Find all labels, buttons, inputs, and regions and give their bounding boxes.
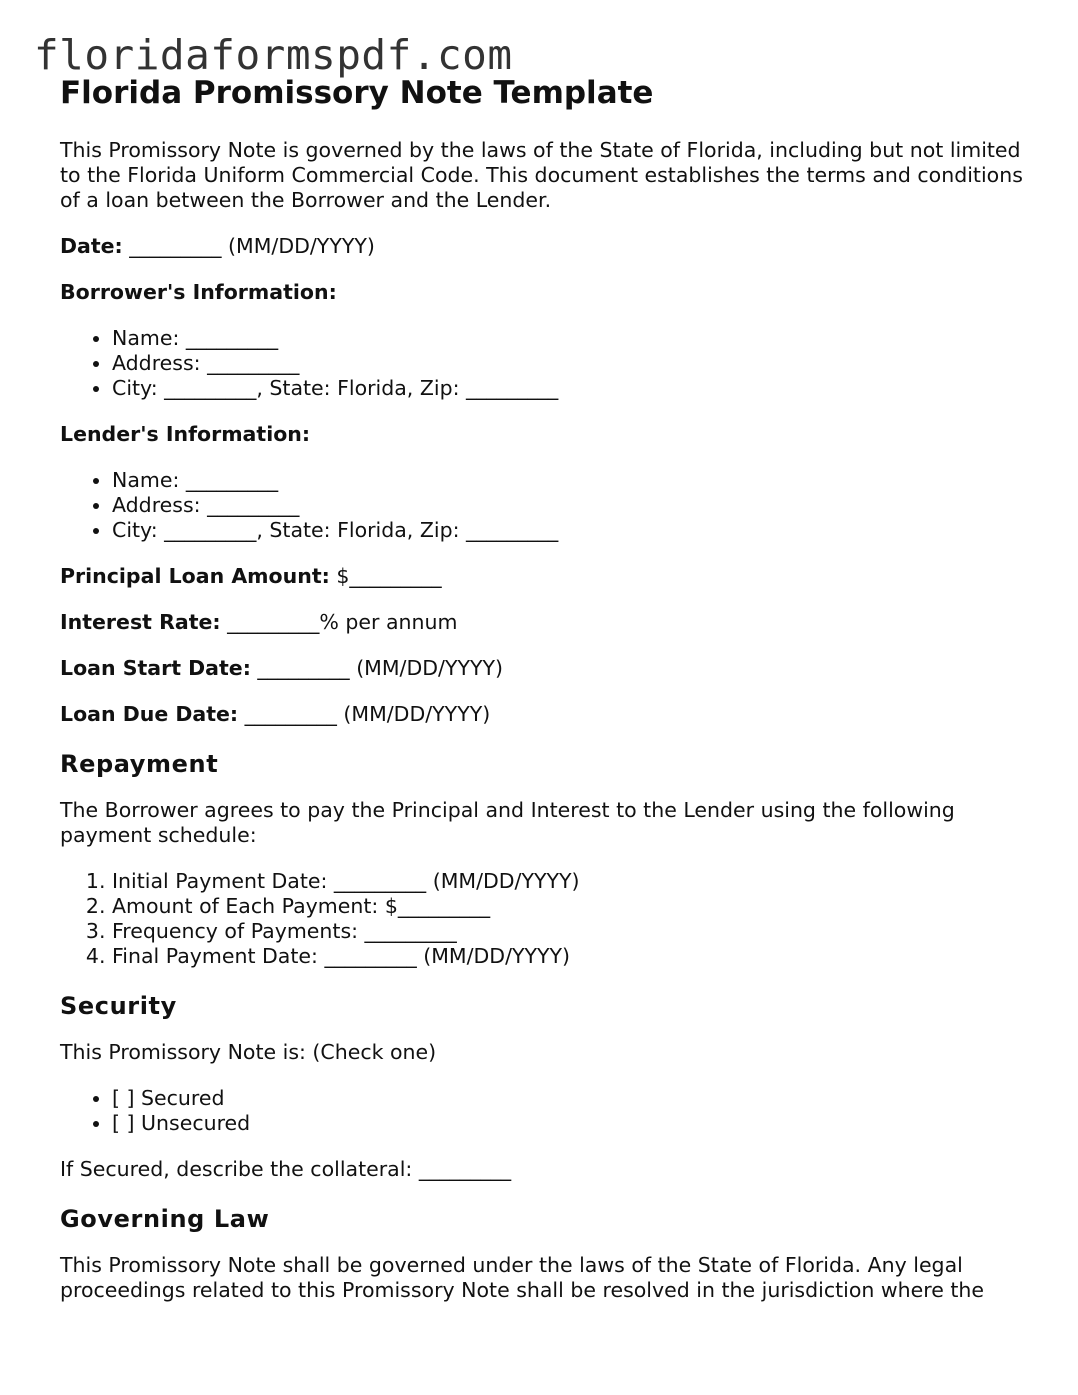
unsecured-option: • [ ] Unsecured (112, 1111, 1030, 1136)
repayment-text: The Borrower agrees to pay the Principal and Interest to the Lender using the following payment schedule: (60, 798, 955, 847)
lender-name: • Name: _________ (112, 468, 1030, 493)
security-options (60, 1086, 1030, 1136)
start-date-field (60, 656, 1030, 681)
governing-law-text: This Promissory Note shall be governed under the laws of the State of Florida. Any legal proceedings related to this Promissory Note shall be resolved in the jurisdiction where the (60, 1253, 985, 1302)
principal-label: Principal Loan Amount: (60, 564, 330, 588)
lender-list (60, 468, 1030, 543)
date-value: _________ (MM/DD/YYYY) (122, 234, 375, 258)
lender-heading (60, 422, 1030, 447)
borrower-heading-text: Borrower's Information: (60, 280, 337, 304)
lender-city: • City: _________, State: Florida, Zip: _________ (112, 518, 1030, 543)
borrower-name: • Name: _________ (112, 326, 1030, 351)
collateral-field: If Secured, describe the collateral: _________ (60, 1157, 512, 1181)
security-heading: Security (60, 992, 177, 1020)
due-date-field (60, 702, 1030, 727)
principal-field (60, 564, 1030, 589)
interest-label: Interest Rate: (60, 610, 221, 634)
borrower-heading (60, 280, 1030, 305)
repayment-item: 1. Initial Payment Date: _________ (MM/DD/YYYY) (112, 869, 1030, 894)
repayment-heading: Repayment (60, 750, 219, 778)
repayment-item: 2. Amount of Each Payment: $_________ (112, 894, 1030, 919)
principal-value: $_________ (329, 564, 442, 588)
interest-value: _________% per annum (220, 610, 458, 634)
start-date-label: Loan Start Date: (60, 656, 251, 680)
secured-option: • [ ] Secured (112, 1086, 1030, 1111)
borrower-city: • City: _________, State: Florida, Zip: _________ (112, 376, 1030, 401)
watermark: floridaformspdf.com (34, 31, 513, 79)
interest-field (60, 610, 1030, 635)
intro-paragraph: This Promissory Note is governed by the laws of the State of Florida, including but not limited to the Florida Uniform Commercial Code. This document establishes the terms and conditions of a loan between the Borrower and the Lender. (60, 138, 1023, 212)
start-date-value: _________ (MM/DD/YYYY) (250, 656, 504, 680)
due-date-label: Loan Due Date: (60, 702, 239, 726)
page-title: Florida Promissory Note Template (60, 75, 654, 111)
date-field (60, 234, 1030, 259)
borrower-list (60, 326, 1030, 401)
date-label: Date: (60, 234, 123, 258)
repayment-list (60, 869, 1030, 969)
document-body (60, 72, 1030, 1324)
lender-address: • Address: _________ (112, 493, 1030, 518)
borrower-address: • Address: _________ (112, 351, 1030, 376)
lender-heading-text: Lender's Information: (60, 422, 311, 446)
repayment-item: 4. Final Payment Date: _________ (MM/DD/YYYY) (112, 944, 1030, 969)
repayment-item: 3. Frequency of Payments: _________ (112, 919, 1030, 944)
due-date-value: _________ (MM/DD/YYYY) (238, 702, 491, 726)
security-text: This Promissory Note is: (Check one) (60, 1040, 437, 1064)
governing-law-heading: Governing Law (60, 1205, 270, 1233)
